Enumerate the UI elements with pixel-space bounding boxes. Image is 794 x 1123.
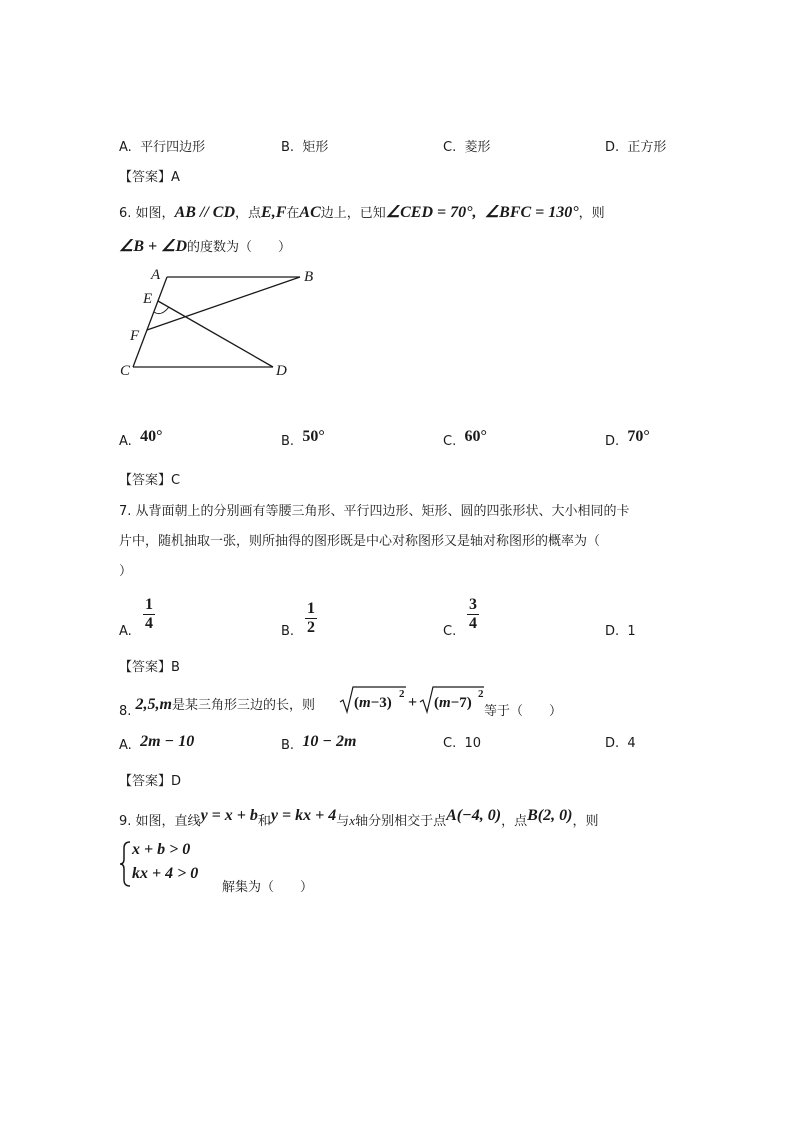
q5-answer: 【答案】A xyxy=(119,170,180,185)
q6-angle1: ∠CED = 70°, xyxy=(385,204,477,221)
q8-option-b: B. 10 − 2m xyxy=(281,733,357,753)
q8-stem-end: 等于（ ） xyxy=(484,704,563,719)
q7-stem-line1: 7. 从背面朝上的分别画有等腰三角形、平行四边形、矩形、圆的四张形状、大小相同的卡 xyxy=(119,504,630,519)
fraction: $\frac{1}{4}$ xyxy=(145,596,153,632)
q7-stem-line3: ） xyxy=(119,564,133,579)
q9-line1: y = x + b xyxy=(200,807,258,824)
q8-option-a: A. 2m − 10 xyxy=(119,733,195,753)
q6-stem-line2: ∠B + ∠D的度数为（ ） xyxy=(119,238,292,255)
svg-text:(m−3): (m−3) xyxy=(354,695,392,711)
q6-angle2: ∠BFC = 130° xyxy=(484,204,579,221)
q6-points: E,F xyxy=(261,204,287,221)
q6-label-f: F xyxy=(130,328,140,344)
q6-answer: 【答案】C xyxy=(119,473,181,488)
brace-icon xyxy=(119,840,131,888)
q9-stem-line1: 9. 如图，直线y = x + b和y = kx + 4与x轴分别相交于点A(−4, 0)，点B(2, 0)，则 xyxy=(119,807,599,829)
q6-ac: AC xyxy=(299,204,321,221)
q5-option-a: A. 平行四边形 xyxy=(119,140,206,155)
q6-option-d: D. 70° xyxy=(605,428,650,449)
svg-text:+: + xyxy=(408,694,418,711)
fraction: $\frac{1}{2}$ xyxy=(307,600,315,636)
q9-ineq2: kx + 4 > 0 xyxy=(132,865,199,882)
q6-parallel: AB // CD xyxy=(174,204,236,221)
q9-point-a: A(−4, 0) xyxy=(446,807,502,824)
q7-option-d: D. 1 xyxy=(605,624,636,639)
q8-sides: 2,5,m xyxy=(135,696,172,713)
q6-label-c: C xyxy=(120,363,131,379)
q6-label-b: B xyxy=(304,269,314,285)
q6-label-a: A xyxy=(151,267,161,283)
q9-ineq1: x + b > 0 xyxy=(132,841,191,858)
q8-stem: 8. 2,5,m是某三角形三边的长，则 xyxy=(119,696,316,719)
q8-option-d: D. 4 xyxy=(605,736,636,751)
q6-option-b: B. 50° xyxy=(281,428,325,449)
q9-stem-end: 解集为（ ） xyxy=(222,880,314,895)
q8-answer: 【答案】D xyxy=(119,774,182,789)
q6-label-e: E xyxy=(143,291,153,307)
q5-option-c: C. 菱形 xyxy=(443,140,491,155)
q5-option-b: B. 矩形 xyxy=(281,140,329,155)
q6-label-d: D xyxy=(276,363,287,379)
q6-stem-line1: 6. 如图，AB // CD，点E,F在AC边上，已知∠CED = 70°, ∠BFC = 130°，则 xyxy=(119,204,605,221)
q8-option-c: C. 10 xyxy=(443,736,482,751)
fraction: $\frac{3}{4}$ xyxy=(469,596,477,632)
q8-radical-formula xyxy=(338,684,488,718)
svg-text:2: 2 xyxy=(478,688,484,700)
svg-text:(m−7): (m−7) xyxy=(434,695,472,711)
q5-option-d: D. 正方形 xyxy=(605,140,667,155)
q6-option-c: C. 60° xyxy=(443,428,487,449)
q7-stem-line2: 片中，随机抽取一张，则所抽得的图形既是中心对称图形又是轴对称图形的概率为（ xyxy=(119,534,601,549)
q6-option-a: A. 40° xyxy=(119,428,163,449)
q9-point-b: B(2, 0) xyxy=(527,807,573,824)
svg-text:2: 2 xyxy=(399,688,405,700)
q7-answer: 【答案】B xyxy=(119,660,180,675)
q6-sum: ∠B + ∠D xyxy=(119,238,188,255)
q6-figure xyxy=(115,262,330,382)
q9-line2: y = kx + 4 xyxy=(270,807,337,824)
